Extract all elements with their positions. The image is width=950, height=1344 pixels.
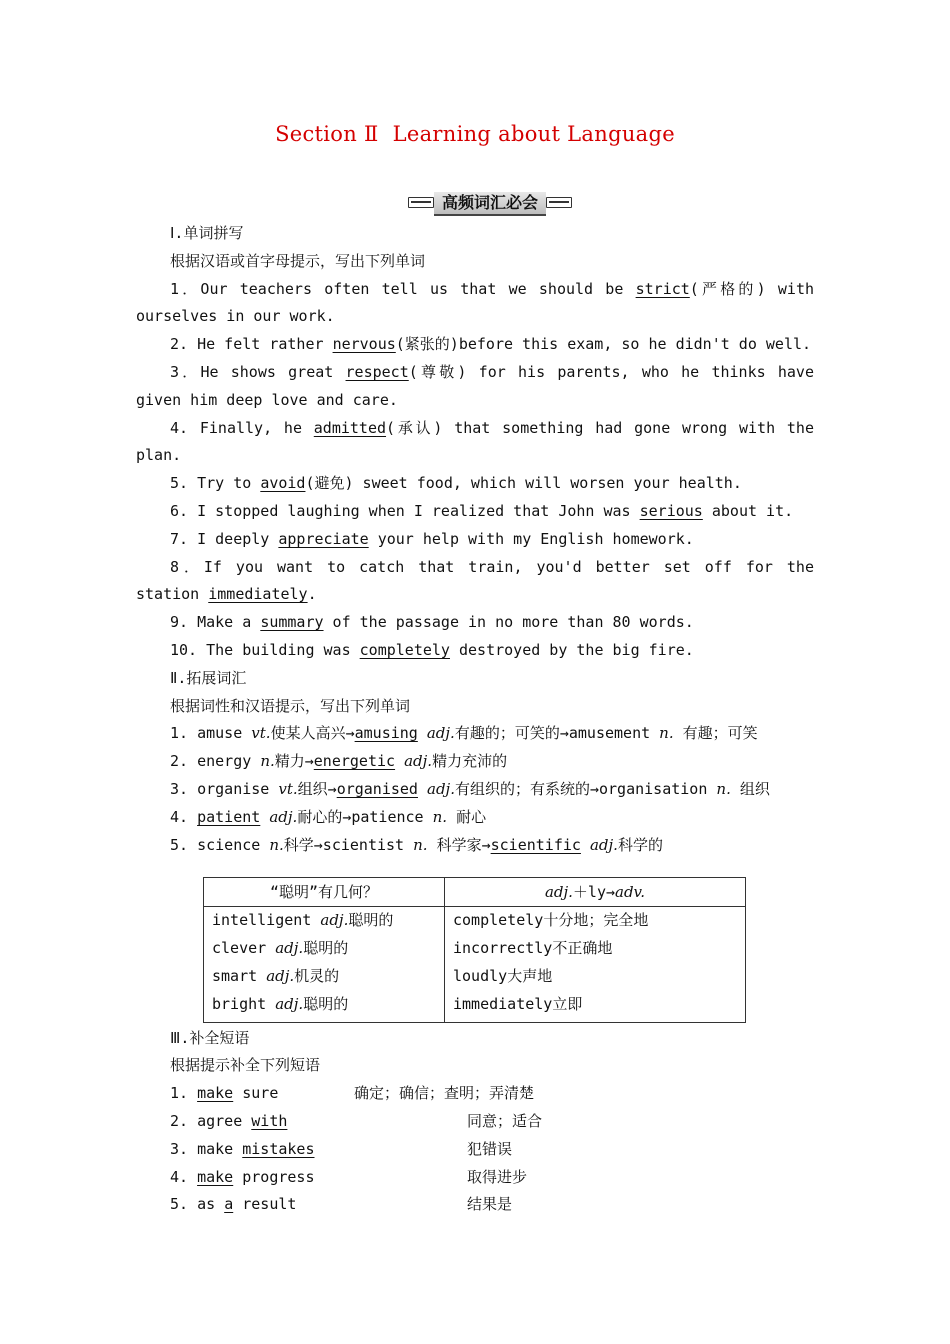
- part2-item: [136, 748, 814, 776]
- part-of-speech: n.: [413, 835, 428, 854]
- meaning: 聪明的: [303, 994, 349, 1013]
- phrase-meaning: 确定；确信；查明；弄清楚: [354, 1084, 535, 1103]
- adjective-word: smart: [212, 966, 267, 985]
- answer-word: a: [224, 1195, 234, 1214]
- item-text: (严格的) with ourselves in our work.: [136, 279, 815, 326]
- meaning: 耐心: [447, 807, 487, 826]
- meaning: 组织: [730, 779, 770, 798]
- part1-instruction: 根据汉语或首字母提示，写出下列单词: [170, 251, 426, 270]
- adjective-word: clever: [212, 939, 276, 958]
- adjective-word: intelligent: [212, 911, 321, 930]
- answer-word: patient: [197, 807, 261, 826]
- part2-list: [136, 720, 814, 859]
- meaning: 科学→scientist: [283, 835, 405, 854]
- part-of-speech: n.: [432, 807, 448, 826]
- adverb-word: immediately: [453, 994, 553, 1013]
- phrase-meaning: 犯错误: [467, 1139, 513, 1158]
- meaning: 精力充沛的: [432, 752, 508, 771]
- base-word: energy: [197, 752, 261, 771]
- part-of-speech: vt.: [278, 779, 298, 798]
- part1-list: [136, 276, 814, 665]
- item-text: [404, 836, 413, 854]
- answer-word: immediately: [208, 585, 308, 604]
- item-number: 3.: [170, 1139, 198, 1158]
- answer-word: completely: [359, 640, 450, 659]
- item-text: your help with my English homework.: [368, 529, 694, 548]
- phrase-text: make: [197, 1139, 243, 1158]
- section-banner: [408, 192, 572, 214]
- meaning: 组织→: [297, 779, 337, 798]
- part2-item: [136, 776, 814, 804]
- base-word: organise: [197, 779, 279, 798]
- table-body-row: [204, 907, 746, 1022]
- adverb-word: loudly: [453, 966, 508, 985]
- item-text: (紧张的)before this exam, so he didn't do well.: [395, 335, 812, 354]
- phrase-text: as: [197, 1195, 225, 1214]
- part3-item: [136, 1191, 814, 1219]
- item-text: .: [307, 585, 317, 604]
- part3-item: [136, 1108, 814, 1136]
- item-number: 4.: [170, 807, 198, 826]
- table-right-entry: [453, 935, 737, 963]
- section-topic: Learning about Language: [392, 122, 675, 146]
- part-of-speech: adj.: [589, 835, 618, 854]
- part1-item: [136, 470, 814, 498]
- phrase: [170, 1191, 296, 1219]
- part1-item: [136, 359, 814, 415]
- part1-item: [136, 526, 814, 554]
- item-number: 3.: [170, 779, 198, 798]
- phrase: [170, 1136, 315, 1164]
- item-text: 8．If you want to catch that train, you'd better set off for the station: [136, 557, 814, 604]
- item-text: 3．He shows great: [170, 362, 346, 381]
- phrase-text: sure: [233, 1084, 279, 1103]
- meaning: 大声地: [507, 966, 553, 985]
- part-of-speech: adj.: [427, 779, 455, 798]
- item-text: [424, 808, 433, 826]
- answer-word: energetic: [313, 752, 396, 771]
- meaning: 机灵的: [294, 966, 340, 985]
- part-of-speech: adj.: [275, 939, 304, 958]
- item-text: 10. The building was: [170, 640, 360, 659]
- part3-item: [136, 1164, 814, 1192]
- item-text: 5. Try to: [170, 474, 261, 493]
- item-number: 2.: [170, 1111, 198, 1130]
- part1-item: [136, 554, 814, 610]
- item-text: (尊敬) for his parents, who he thinks have given him deep love and care.: [136, 362, 814, 409]
- exercise-content: [136, 220, 814, 1219]
- table-left-entry: [212, 963, 436, 991]
- table-header-left: “聪明”有几何？: [204, 878, 445, 907]
- item-text: [581, 836, 590, 854]
- item-number: 4.: [170, 1167, 198, 1186]
- part-of-speech: n.: [659, 724, 674, 743]
- phrase-meaning: 取得进步: [467, 1167, 528, 1186]
- table-header-adv: adv.: [615, 883, 646, 902]
- clever-words-table: [203, 877, 746, 1022]
- part2-item: [136, 720, 814, 748]
- meaning: 聪明的: [303, 939, 349, 958]
- adverb-word: incorrectly: [453, 939, 553, 958]
- meaning: 聪明的: [348, 911, 394, 930]
- answer-word: serious: [639, 501, 703, 520]
- table-header-plus-ly: ＋ly→: [572, 883, 616, 902]
- part-of-speech: adj.: [320, 911, 349, 930]
- meaning: 有趣的；可笑的→amusement: [454, 724, 651, 743]
- part-of-speech: adj.: [269, 807, 298, 826]
- item-text: [418, 724, 427, 742]
- item-text: 9. Make a: [170, 613, 261, 632]
- table-header-adj: adj.: [544, 883, 573, 902]
- part3-heading: Ⅲ.补全短语: [170, 1028, 250, 1047]
- item-text: 6. I stopped laughing when I realized that John was: [170, 501, 640, 520]
- part1-heading: Ⅰ.单词拼写: [170, 224, 244, 242]
- banner-label: 高频词汇必会: [434, 192, 546, 216]
- phrase-meaning: 同意；适合: [467, 1111, 543, 1130]
- part3-list: [136, 1080, 814, 1219]
- part1-item: [136, 415, 814, 471]
- adverb-word: completely: [453, 911, 544, 930]
- item-text: 7. I deeply: [170, 529, 279, 548]
- item-number: 5.: [170, 1195, 198, 1214]
- part-of-speech: n.: [269, 835, 284, 854]
- item-text: destroyed by the big fire.: [449, 640, 694, 659]
- part3-item: [136, 1136, 814, 1164]
- table-header-right: [445, 878, 746, 907]
- item-number: 2.: [170, 752, 198, 771]
- item-text: [418, 780, 427, 798]
- item-text: [395, 752, 404, 770]
- part-of-speech: vt.: [251, 724, 271, 743]
- part-of-speech: n.: [716, 779, 731, 798]
- item-number: 5.: [170, 835, 198, 854]
- meaning: 有趣；可笑: [673, 724, 758, 743]
- item-number: 1.: [170, 724, 198, 743]
- meaning: 精力→: [274, 752, 314, 771]
- table-right-column: [445, 907, 746, 1022]
- item-text: 2. He felt rather: [170, 335, 333, 354]
- table-left-column: [204, 907, 445, 1022]
- part3-instruction: 根据提示补全下列短语: [170, 1056, 321, 1075]
- table-right-entry: [453, 907, 737, 935]
- part3-item: [136, 1080, 814, 1108]
- phrase: [170, 1080, 278, 1108]
- answer-word: organised: [336, 779, 418, 798]
- answer-word: amusing: [354, 724, 418, 743]
- answer-word: strict: [635, 279, 690, 298]
- meaning: 十分地；完全地: [543, 911, 649, 930]
- meaning: 科学家→: [427, 835, 491, 854]
- table-left-entry: [212, 991, 436, 1019]
- phrase-meaning: 结果是: [467, 1195, 513, 1214]
- meaning: 有组织的；有系统的→organisation: [454, 779, 708, 798]
- answer-word: with: [251, 1111, 288, 1130]
- part-of-speech: adj.: [275, 994, 304, 1013]
- part2-heading: Ⅱ.拓展词汇: [170, 668, 247, 687]
- table-right-entry: [453, 963, 737, 991]
- meaning: 科学的: [617, 835, 663, 854]
- answer-word: scientific: [490, 835, 581, 854]
- meaning: 耐心的→patience: [297, 807, 424, 826]
- base-word: science: [197, 835, 270, 854]
- phrase-text: progress: [233, 1167, 315, 1186]
- meaning: 立即: [552, 994, 583, 1013]
- item-text: (承认) that something had gone wrong with the plan.: [136, 418, 814, 465]
- part2-item: [136, 804, 814, 832]
- page-title: [0, 122, 950, 146]
- adjective-word: bright: [212, 994, 276, 1013]
- part1-item: [136, 331, 814, 359]
- phrase: [170, 1164, 315, 1192]
- meaning: 使某人高兴→: [270, 724, 355, 743]
- item-text: of the passage in no more than 80 words.: [323, 613, 694, 632]
- item-text: 1．Our teachers often tell us that we should be: [170, 279, 636, 298]
- banner-right-ornament: [546, 197, 572, 208]
- item-number: 1.: [170, 1084, 198, 1103]
- part1-item: [136, 498, 814, 526]
- table-left-entry: [212, 935, 436, 963]
- part2-instruction: 根据词性和汉语提示，写出下列单词: [170, 696, 411, 715]
- answer-word: summary: [260, 613, 324, 632]
- part1-item: [136, 276, 814, 332]
- base-word: amuse: [197, 724, 252, 743]
- part1-item: [136, 609, 814, 637]
- answer-word: make: [197, 1084, 234, 1103]
- answer-word: avoid: [260, 474, 306, 493]
- table-header-row: [204, 878, 746, 907]
- meaning: 不正确地: [552, 939, 613, 958]
- answer-word: nervous: [332, 335, 396, 354]
- phrase: [170, 1108, 287, 1136]
- phrase-text: result: [233, 1195, 297, 1214]
- banner-left-ornament: [408, 197, 434, 208]
- table-right-entry: [453, 991, 737, 1019]
- table-left-entry: [212, 907, 436, 935]
- item-text: [650, 724, 659, 742]
- answer-word: admitted: [313, 418, 387, 437]
- answer-word: make: [197, 1167, 234, 1186]
- section-number: Section Ⅱ: [275, 122, 379, 146]
- item-text: [260, 808, 269, 826]
- part1-item: [136, 637, 814, 665]
- part-of-speech: adj.: [266, 966, 295, 985]
- answer-word: mistakes: [242, 1139, 315, 1158]
- part-of-speech: n.: [260, 752, 275, 771]
- part-of-speech: adj.: [426, 724, 455, 743]
- answer-word: respect: [345, 362, 409, 381]
- item-text: 4. Finally, he: [170, 418, 314, 437]
- item-text: (避免) sweet food, which will worsen your health.: [305, 474, 742, 493]
- part2-item: [136, 832, 814, 860]
- item-text: about it.: [702, 501, 794, 520]
- answer-word: appreciate: [278, 529, 369, 548]
- phrase-text: agree: [197, 1111, 252, 1130]
- part-of-speech: adj.: [404, 752, 433, 771]
